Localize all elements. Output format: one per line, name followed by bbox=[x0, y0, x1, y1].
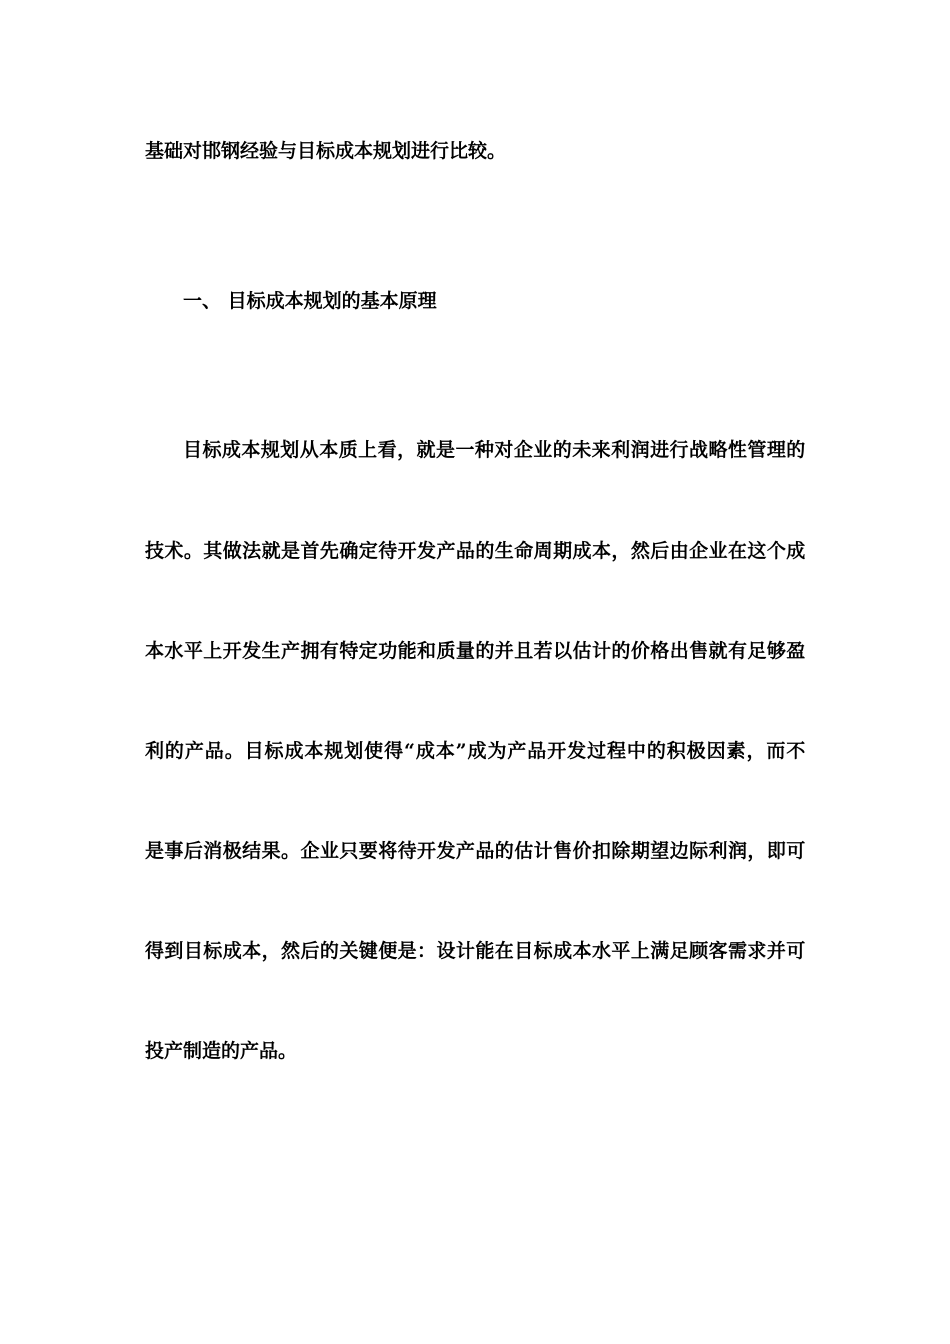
paragraph-line-6: 得到目标成本，然后的关键便是：设计能在目标成本水平上满足顾客需求并可 bbox=[145, 940, 805, 962]
paragraph-line-5: 是事后消极结果。企业只要将待开发产品的估计售价扣除期望边际利润，即可 bbox=[145, 840, 805, 862]
section-heading: 一、 目标成本规划的基本原理 bbox=[183, 290, 437, 312]
paragraph-line-2: 技术。其做法就是首先确定待开发产品的生命周期成本，然后由企业在这个成 bbox=[145, 540, 805, 562]
paragraph-line-1: 目标成本规划从本质上看，就是一种对企业的未来利润进行战略性管理的 bbox=[183, 439, 805, 461]
paragraph-line-7: 投产制造的产品。 bbox=[145, 1040, 298, 1062]
continuation-line: 基础对邯钢经验与目标成本规划进行比较。 bbox=[145, 140, 507, 162]
paragraph-line-3: 本水平上开发生产拥有特定功能和质量的并且若以估计的价格出售就有足够盈 bbox=[145, 640, 805, 662]
paragraph-line-4: 利的产品。目标成本规划使得“成本”成为产品开发过程中的积极因素，而不 bbox=[145, 740, 805, 762]
